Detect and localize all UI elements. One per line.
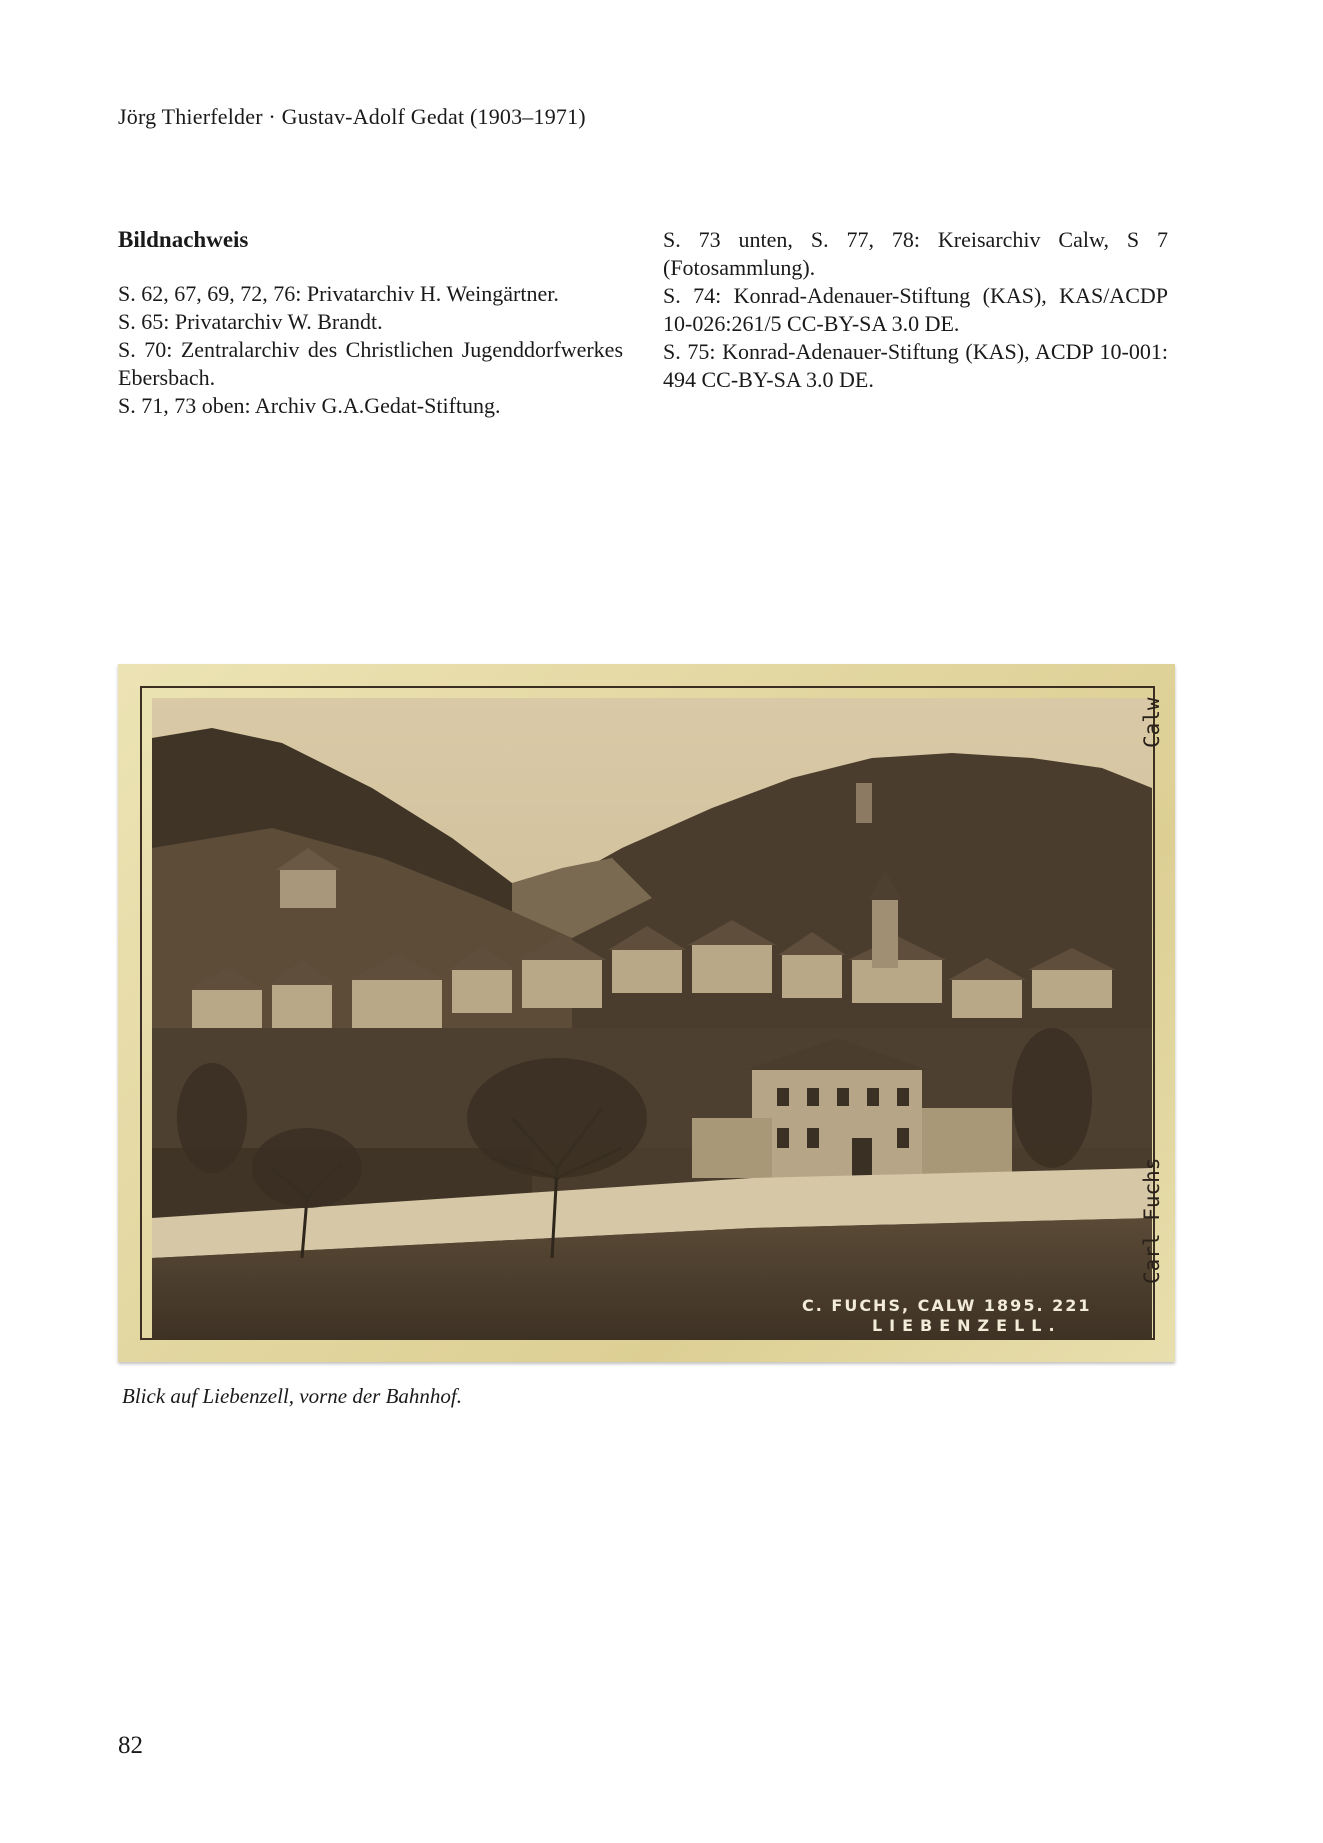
credit-entry: S. 70: Zentralarchiv des Christlichen Jugenddorfwerkes Ebersbach. — [118, 337, 623, 390]
historic-photo-figure — [118, 664, 1175, 1362]
credit-entry: S. 62, 67, 69, 72, 76: Privatarchiv H. Weingärtner. — [118, 281, 559, 306]
credits-left-column — [118, 226, 623, 420]
town-photograph — [152, 698, 1152, 1340]
credits-right-column — [663, 226, 1168, 394]
imprint-line-2: LIEBENZELL. — [871, 1316, 1062, 1335]
credit-entry: S. 75: Konrad-Adenauer-Stiftung (KAS), ACDP 10-001: 494 CC-BY-SA 3.0 DE. — [663, 339, 1168, 392]
credit-entry: S. 65: Privatarchiv W. Brandt. — [118, 309, 383, 334]
photo-imprint — [802, 1296, 1092, 1336]
figure-caption: Blick auf Liebenzell, vorne der Bahnhof. — [122, 1384, 463, 1408]
town-photograph-drawing — [152, 698, 1152, 1340]
section-title: Bildnachweis — [118, 227, 249, 252]
credit-entry: S. 74: Konrad-Adenauer-Stiftung (KAS), KAS/ACDP 10-026:261/5 CC-BY-SA 3.0 DE. — [663, 283, 1168, 336]
credit-entry: S. 73 unten, S. 77, 78: Kreisarchiv Calw, S 7 (Fotosammlung). — [663, 227, 1168, 280]
credit-entry: S. 71, 73 oben: Archiv G.A.Gedat-Stiftung. — [118, 393, 501, 418]
page-number: 82 — [118, 1732, 143, 1759]
running-head: Jörg Thierfelder · Gustav-Adolf Gedat (1903–1971) — [118, 104, 586, 129]
photographer-mark-bottom: Carl Fuchs — [1140, 1157, 1164, 1284]
imprint-line-1: C. FUCHS, CALW 1895. 221 — [802, 1296, 1092, 1315]
photographer-mark-top: Calw — [1140, 697, 1164, 748]
